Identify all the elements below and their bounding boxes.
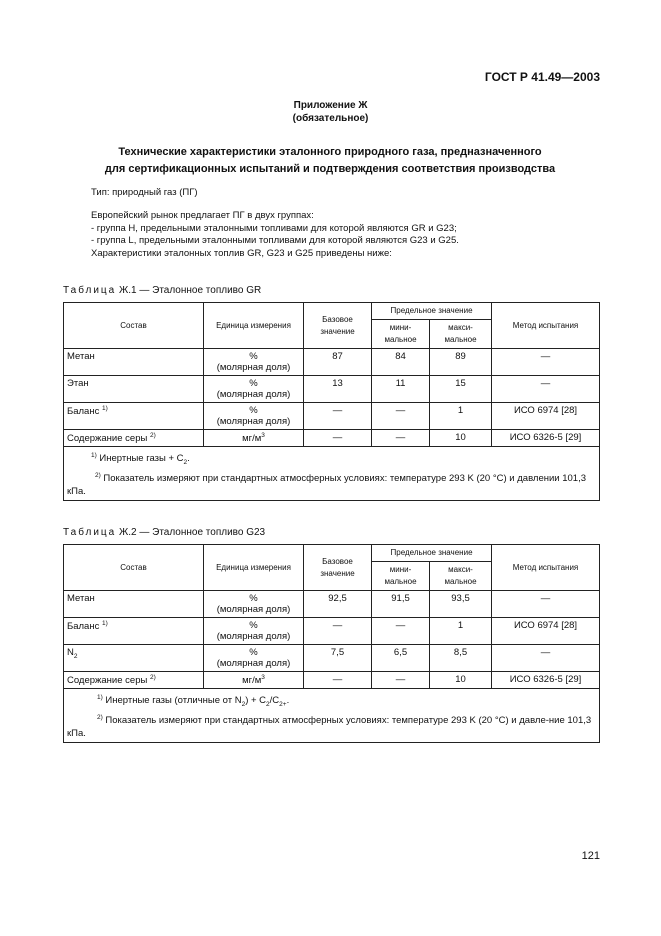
footnote-text: Инертные газы + C xyxy=(99,453,184,465)
min-value: — xyxy=(372,430,430,447)
unit-note: (молярная доля) xyxy=(216,658,291,669)
footnote-ref: 2) xyxy=(149,674,156,681)
header-sostav: Состав xyxy=(64,303,204,349)
component-label: Баланс xyxy=(67,406,100,418)
max-value: 8,5 xyxy=(430,645,492,672)
table2-header-row xyxy=(64,545,600,562)
header-min: мини-мальное xyxy=(372,320,430,349)
footnote-sub: 2 xyxy=(183,459,188,467)
header-max: макси-мальное xyxy=(430,320,492,349)
component-label: Содержание серы xyxy=(67,433,148,445)
base-value: — xyxy=(304,430,372,447)
footnote-mark: 1) xyxy=(97,694,103,702)
method-value: ИСО 6326-5 [29] xyxy=(492,672,600,689)
header-base: Базовое значение xyxy=(304,303,372,349)
min-value: — xyxy=(372,672,430,689)
header-sostav: Состав xyxy=(64,545,204,591)
base-value: 13 xyxy=(304,376,372,403)
footnote-end: . xyxy=(187,453,190,465)
base-value: 87 xyxy=(304,349,372,376)
table-row xyxy=(64,349,600,376)
footnote-ref: 2) xyxy=(149,432,156,439)
unit-value: мг/м xyxy=(242,433,262,445)
method-value: — xyxy=(492,376,600,403)
document-title xyxy=(60,144,600,178)
unit-value: мг/м xyxy=(242,675,262,687)
max-value: 1 xyxy=(430,618,492,645)
component-sub: 2 xyxy=(73,652,78,660)
footnote-1 xyxy=(67,691,596,711)
intro-line-4: Характеристики эталонных топлив GR, G23 и G25 приведены ниже: xyxy=(91,247,392,259)
max-value: 10 xyxy=(430,430,492,447)
table-g23 xyxy=(63,544,600,743)
footnote-mark: 2) xyxy=(97,714,103,722)
min-value: 6,5 xyxy=(372,645,430,672)
min-value: 91,5 xyxy=(372,591,430,618)
base-value: — xyxy=(304,672,372,689)
table2-notes-row xyxy=(64,689,600,743)
annex-title: Приложение Ж xyxy=(293,100,368,111)
table1-caption xyxy=(63,285,261,296)
intro-line-3: - группа L, предельными эталонными топливами для которой являются G23 и G25. xyxy=(91,235,459,246)
header-unit: Единица измерения xyxy=(204,545,304,591)
footnote-1 xyxy=(67,449,596,469)
table2-caption-text: Ж.2 — Эталонное топливо G23 xyxy=(119,527,266,538)
unit-cell xyxy=(204,591,304,618)
max-value: 1 xyxy=(430,403,492,430)
header-max: макси-мальное xyxy=(430,562,492,591)
table1-caption-word: Таблица xyxy=(63,285,117,296)
header-limit: Предельное значение xyxy=(372,545,492,562)
unit-exponent: 3 xyxy=(261,674,265,681)
max-value: 15 xyxy=(430,376,492,403)
page-number: 121 xyxy=(581,850,600,862)
component-name xyxy=(64,430,204,447)
component-label: N xyxy=(67,647,74,658)
footnote-text: Показатель измеряют при стандартных атмосферных условиях: температуре 293 K (20 °C) и давле-ние 101,3 кПа. xyxy=(67,715,592,740)
footnote-ref: 1) xyxy=(101,405,108,412)
max-value: 93,5 xyxy=(430,591,492,618)
standard-number: ГОСТ Р 41.49—2003 xyxy=(484,70,600,84)
base-value: 92,5 xyxy=(304,591,372,618)
component-name xyxy=(64,618,204,645)
table1-footnotes xyxy=(64,447,600,501)
type-line: Тип: природный газ (ПГ) xyxy=(91,187,198,198)
component-name: Метан xyxy=(64,349,204,376)
component-label: Содержание серы xyxy=(67,675,148,687)
component-name xyxy=(64,672,204,689)
table-gr xyxy=(63,302,600,501)
table2-caption xyxy=(63,527,265,538)
table1-caption-text: Ж.1 — Эталонное топливо GR xyxy=(119,285,262,296)
method-value: — xyxy=(492,349,600,376)
base-value: 7,5 xyxy=(304,645,372,672)
unit-value: % xyxy=(249,593,258,604)
unit-note: (молярная доля) xyxy=(216,416,291,427)
header-method: Метод испытания xyxy=(492,303,600,349)
unit-note: (молярная доля) xyxy=(216,604,291,615)
table-row xyxy=(64,376,600,403)
unit-value: % xyxy=(249,620,258,631)
unit-exponent: 3 xyxy=(261,432,265,439)
base-value: — xyxy=(304,618,372,645)
component-name: Метан xyxy=(64,591,204,618)
header-limit: Предельное значение xyxy=(372,303,492,320)
component-name: Этан xyxy=(64,376,204,403)
footnote-2 xyxy=(67,469,596,498)
unit-cell xyxy=(204,618,304,645)
unit-value: % xyxy=(249,351,258,362)
footnote-2 xyxy=(67,711,596,740)
unit-cell xyxy=(204,376,304,403)
table-row xyxy=(64,591,600,618)
method-value: — xyxy=(492,645,600,672)
min-value: 11 xyxy=(372,376,430,403)
footnote-ref: 1) xyxy=(101,620,108,627)
unit-value: % xyxy=(249,405,258,416)
table-row xyxy=(64,430,600,447)
intro-paragraph xyxy=(91,210,459,260)
table-row xyxy=(64,403,600,430)
unit-cell xyxy=(204,403,304,430)
unit-note: (молярная доля) xyxy=(216,631,291,642)
unit-value: % xyxy=(249,647,258,658)
footnote-text: Показатель измеряют при стандартных атмосферных условиях: температуре 293 K (20 °C) и давлении 101,3 кПа. xyxy=(67,473,587,498)
footnote-sub: 2 xyxy=(241,701,246,709)
table2-footnotes xyxy=(64,689,600,743)
unit-cell xyxy=(204,672,304,689)
base-value: — xyxy=(304,403,372,430)
title-line-2: для сертификационных испытаний и подтверждения соответствия производства xyxy=(104,163,556,175)
component-label: Баланс xyxy=(67,621,100,633)
title-line-1: Технические характеристики эталонного природного газа, предназначенного xyxy=(118,146,542,158)
min-value: — xyxy=(372,618,430,645)
intro-line-1: Европейский рынок предлагает ПГ в двух группах: xyxy=(91,210,314,221)
footnote-end: . xyxy=(286,695,290,707)
method-value: ИСО 6974 [28] xyxy=(492,403,600,430)
unit-cell xyxy=(204,430,304,447)
footnote-mark: 2) xyxy=(95,472,101,480)
annex-status: (обязательное) xyxy=(292,113,369,124)
unit-note: (молярная доля) xyxy=(216,389,291,400)
component-name xyxy=(64,645,204,672)
header-unit: Единица измерения xyxy=(204,303,304,349)
method-value: ИСО 6326-5 [29] xyxy=(492,430,600,447)
footnote-sub: 2 xyxy=(266,701,270,709)
header-min: мини-мальное xyxy=(372,562,430,591)
footnote-text: ) + C xyxy=(245,695,267,707)
header-base: Базовое значение xyxy=(304,545,372,591)
min-value: 84 xyxy=(372,349,430,376)
table2-caption-word: Таблица xyxy=(63,527,117,538)
intro-line-2: - группа H, предельными эталонными топливами для которой являются GR и G23; xyxy=(91,222,457,234)
footnote-text: Инертные газы (отличные от N xyxy=(105,695,242,707)
max-value: 89 xyxy=(430,349,492,376)
table-row xyxy=(64,645,600,672)
min-value: — xyxy=(372,403,430,430)
component-name xyxy=(64,403,204,430)
method-value: ИСО 6974 [28] xyxy=(492,618,600,645)
unit-cell xyxy=(204,645,304,672)
max-value: 10 xyxy=(430,672,492,689)
table-row xyxy=(64,618,600,645)
unit-cell xyxy=(204,349,304,376)
header-method: Метод испытания xyxy=(492,545,600,591)
table-row xyxy=(64,672,600,689)
footnote-mark: 1) xyxy=(91,452,97,460)
footnote-text: /C xyxy=(269,695,280,707)
unit-value: % xyxy=(249,378,258,389)
table1-notes-row xyxy=(64,447,600,501)
table1-header-row xyxy=(64,303,600,320)
unit-note: (молярная доля) xyxy=(216,362,291,373)
footnote-sub: 2+ xyxy=(279,701,287,709)
method-value: — xyxy=(492,591,600,618)
